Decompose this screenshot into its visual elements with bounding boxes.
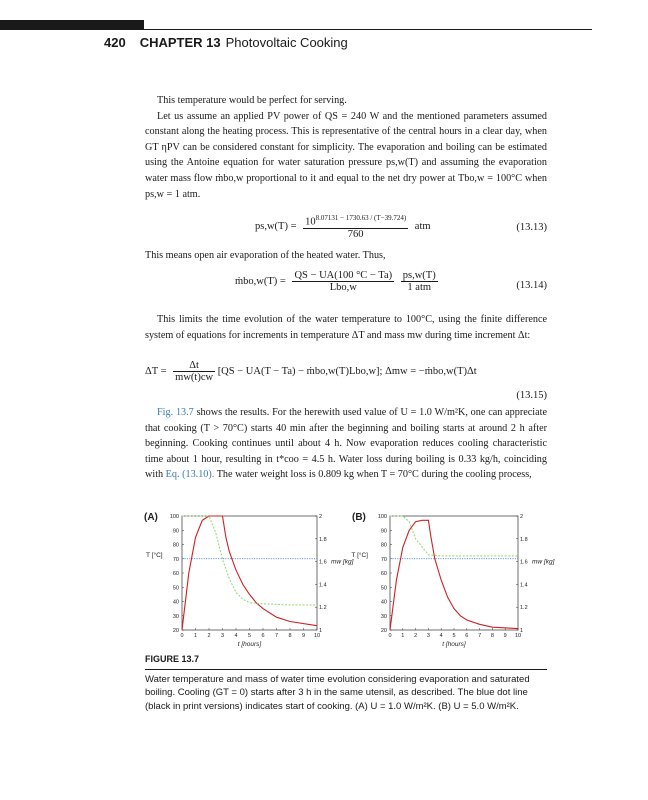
y2-tick-label: 1.2 <box>319 605 327 612</box>
equation-13-15 <box>145 358 547 408</box>
running-header <box>104 35 348 50</box>
x-tick-label: 1 <box>401 633 405 639</box>
x-tick-label: 4 <box>439 633 443 639</box>
header-rule <box>144 29 592 30</box>
eq1-unit: atm <box>414 221 431 233</box>
x-tick-label: 10 <box>514 633 522 639</box>
eq1-denominator: 760 <box>347 228 364 240</box>
paragraph-block-1 <box>145 93 547 202</box>
y2-tick-label: 1.4 <box>520 582 528 589</box>
eq3-numerator: Δt <box>173 360 215 372</box>
mass-series-0 <box>182 516 317 605</box>
eq3-rhs: [QS − UA(T − Ta) − ṁbo,w(T)Lbo,w]; Δmw = −ṁbo,w(T)Δt <box>217 365 477 377</box>
x-tick-label: 0 <box>180 633 184 639</box>
eq1-numerator: $10^{8.07131 - 1730.63 / (T-39.724)}$ <box>305 214 407 228</box>
figure-link[interactable]: Fig. 13.7 <box>157 407 194 418</box>
y-tick-label: 20 <box>172 628 179 634</box>
eq2-numerator: QS − UA(100 °C − Ta) <box>294 270 393 281</box>
y2-tick-label: 1.8 <box>520 536 528 543</box>
y-axis-label-1: T [°C] <box>351 551 368 559</box>
eq1-exponent: 8.07131 − 1730.63 / (T−39.724) <box>315 214 407 222</box>
y-tick-label: 40 <box>172 599 179 606</box>
equation-13-13 <box>145 202 547 242</box>
y2-tick-label: 2 <box>520 514 524 520</box>
y-tick-label: 100 <box>169 514 179 520</box>
equation-13-14 <box>145 268 547 302</box>
x-tick-label: 2 <box>414 633 418 639</box>
figure-caption <box>145 653 547 713</box>
figure-chart-svg <box>140 508 555 653</box>
y-tick-label: 90 <box>380 528 387 535</box>
paragraph-4: This limits the time evolution of the water temperature to 100°C, using the finite difference system of equations for increments in temperature ΔT and mass mw during time increment Δt: <box>145 314 547 341</box>
x-tick-label: 7 <box>274 633 279 639</box>
paragraph-block-4 <box>145 405 547 483</box>
y-tick-label: 80 <box>172 542 179 549</box>
eq2-denominator-2: 1 atm <box>407 282 432 293</box>
y2-tick-label: 1 <box>520 628 524 634</box>
y-tick-label: 60 <box>172 571 179 577</box>
plot-frame-0 <box>182 516 317 630</box>
y2-tick-label: 1.4 <box>319 582 327 589</box>
paragraph-block-2 <box>145 248 547 264</box>
y2-tick-label: 1.6 <box>520 559 528 566</box>
y-tick-label: 100 <box>377 514 387 520</box>
y-tick-label: 70 <box>380 556 387 563</box>
temperature-series-0 <box>182 516 317 630</box>
y-tick-label: 20 <box>380 628 387 634</box>
page-number: 420 <box>104 35 126 50</box>
x-tick-label: 5 <box>247 633 252 639</box>
eq2-denominator: Lbo,w <box>329 282 357 293</box>
eq2-number: (13.14) <box>516 280 547 291</box>
eq3-denominator: mw(t)cw <box>175 372 214 383</box>
y-tick-label: 60 <box>380 571 387 577</box>
y2-tick-label: 2 <box>319 514 323 520</box>
eq3-number: (13.15) <box>516 390 547 401</box>
y-tick-label: 30 <box>380 613 387 620</box>
x-tick-label: 4 <box>234 633 238 639</box>
caption-text: Water temperature and mass of water time evolution considering evaporation and saturated boiling. Cooling (GT = 0) starts after 3 h in the same utensil, as described. The blue dot line (black in print versions) indicates start of cooking. (A) U = 1.0 W/m²K. (B) U = 5.0 W/m²K. <box>145 673 530 712</box>
x-tick-label: 0 <box>388 633 392 639</box>
y2-tick-label: 1 <box>319 628 323 634</box>
x-tick-label: 8 <box>490 633 494 639</box>
temperature-series-1 <box>390 520 518 630</box>
eq1-number: (13.13) <box>516 222 547 233</box>
chapter-label: CHAPTER 13 <box>139 35 221 50</box>
paragraph-5: Fig. 13.7 shows the results. For the herewith used value of U = 1.0 W/m²K, one can appreciate that cooking (T > 70°C) starts 40 min after the beginning and boiling starts at around 2 h after beginning. Cooking continues until about 4 h. Now evaporation reduces cooling characteristic time about 1 hour, resulting in t*coo = 4.5 h. Water loss during boiling is 0.33 kg/h, coinciding with Eq. (13.10). The water weight loss is 0.809 kg when T = 70°C during the cooling process, <box>145 407 547 481</box>
plot-frame-1 <box>390 516 518 630</box>
y2-tick-label: 1.6 <box>319 559 327 566</box>
eq1-lhs: ps,w(T) = <box>255 221 297 233</box>
paragraph-2: Let us assume an applied PV power of QS = 240 W and the mentioned parameters assumed constant along the heating process. This is representative of the central hours in a clear day, when GT ηPV can be considered constant for simplicity. The evaporation and boiling can be estimated using the Antoine equation for water saturation pressure ps,w(T) and assuming the evaporation water mass flow ṁbo,w proportional to it and equal to the net dry power at Tbo,w = 100°C when ps,w = 1 atm. <box>145 110 547 200</box>
y2-tick-label: 1.2 <box>520 605 528 612</box>
chapter-title: Photovoltaic Cooking <box>225 35 348 50</box>
y2-tick-label: 1.8 <box>319 536 327 543</box>
panel-label-1: (B) <box>352 512 366 523</box>
x-tick-label: 3 <box>426 633 430 639</box>
x-tick-label: 6 <box>465 633 469 639</box>
x-tick-label: 3 <box>220 633 225 639</box>
x-tick-label: 10 <box>313 633 321 639</box>
x-tick-label: 9 <box>503 633 507 639</box>
y-axis-label-0: T [°C] <box>146 551 163 559</box>
panel-label-0: (A) <box>144 512 158 523</box>
header-bar <box>0 20 144 30</box>
eq2-numerator-2: ps,w(T) <box>402 270 436 281</box>
x-tick-label: 9 <box>301 633 306 639</box>
y-tick-label: 90 <box>172 528 179 535</box>
y-tick-label: 30 <box>172 613 179 620</box>
y2-axis-label-1: mw [kg] <box>532 558 555 566</box>
x-tick-label: 2 <box>207 633 211 639</box>
paragraph-block-3 <box>145 312 547 343</box>
eq2-lhs: ṁbo,w(T) = <box>235 275 286 287</box>
y2-axis-label-0: mw [kg] <box>331 558 354 566</box>
y-tick-label: 80 <box>380 542 387 549</box>
y-tick-label: 50 <box>380 585 387 592</box>
y-tick-label: 50 <box>172 585 179 592</box>
x-tick-label: 8 <box>288 633 292 639</box>
figure-13-7 <box>140 508 555 653</box>
y-tick-label: 40 <box>380 599 387 606</box>
x-axis-label-1: t [hours] <box>442 641 466 648</box>
y-tick-label: 70 <box>172 556 179 563</box>
figure-label: FIGURE 13.7 <box>145 653 547 670</box>
x-tick-label: 7 <box>478 633 482 639</box>
x-axis-label-0: t [hours] <box>237 641 262 648</box>
paragraph-1: This temperature would be perfect for serving. <box>157 95 347 106</box>
x-tick-label: 5 <box>452 633 456 639</box>
x-tick-label: 1 <box>193 633 198 639</box>
paragraph-3: This means open air evaporation of the heated water. Thus, <box>145 250 386 261</box>
mass-series-1 <box>390 516 518 556</box>
equation-link[interactable]: Eq. (13.10). <box>165 469 215 481</box>
x-tick-label: 6 <box>261 633 265 639</box>
eq3-lhs: ΔT = <box>145 365 167 377</box>
